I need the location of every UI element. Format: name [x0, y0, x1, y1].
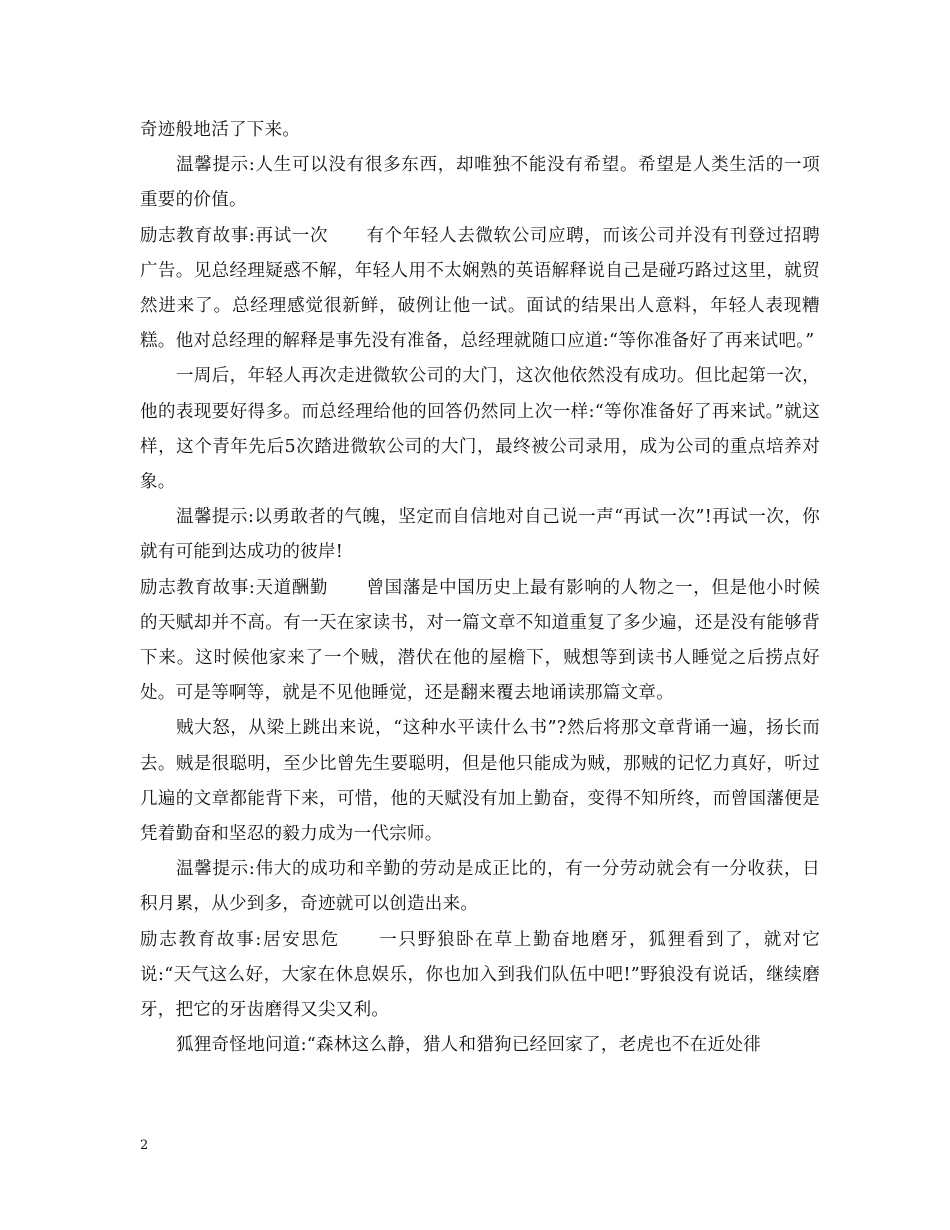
paragraph-5: [140, 500, 820, 570]
paragraph-7: [140, 711, 820, 852]
paragraph-2: [140, 148, 820, 218]
paragraph-10: [140, 1028, 820, 1063]
paragraph-6: [140, 571, 820, 712]
paragraph-text: 一周后，年轻人再次走进微软公司的大门，这次他依然没有成功。但比起第一次，他的表现要好得多。而总经理给他的回答仍然同上次一样:“等你准备好了再来试。”就这样，这个青年先后5次踏进微软公司的大门，最终被公司录用，成为公司的重点培养对象。: [140, 366, 820, 493]
paragraph-4: [140, 359, 820, 500]
paragraph-3: [140, 219, 820, 360]
paragraph-text: 奇迹般地活了下来。: [140, 120, 301, 140]
paragraph-text: 曾国藩是中国历史上最有影响的人物之一，但是他小时候的天赋却并不高。有一天在家读书，对一篇文章不知道重复了多少遍，还是没有能够背下来。这时候他家来了一个贼，潜伏在他的屋檐下，贼想等到读书人睡觉之后捞点好处。可是等啊等，就是不见他睡觉，还是翻来覆去地诵读那篇文章。: [140, 577, 820, 704]
paragraph-8: [140, 852, 820, 922]
paragraph-1: [140, 113, 820, 148]
story-heading: 励志教育故事:居安思危: [140, 929, 340, 950]
story-heading: 励志教育故事:再试一次: [140, 225, 329, 246]
paragraph-text: 温馨提示:以勇敢者的气魄，坚定而自信地对自己说一声“再试一次”!再试一次，你就有可能到达成功的彼岸!: [140, 507, 820, 563]
paragraph-text: 一只野狼卧在草上勤奋地磨牙，狐狸看到了，就对它说:“天气这么好，大家在休息娱乐，你也加入到我们队伍中吧!”野狼没有说话，继续磨牙，把它的牙齿磨得又尖又利。: [140, 929, 820, 1021]
paragraph-text: 有个年轻人去微软公司应聘，而该公司并没有刊登过招聘广告。见总经理疑惑不解，年轻人用不太娴熟的英语解释说自己是碰巧路过这里，就贸然进来了。总经理感觉很新鲜，破例让他一试。面试的结果出人意料，年轻人表现糟糕。他对总经理的解释是事先没有准备，总经理就随口应道:“等你准备好了再来试吧。”: [140, 225, 820, 352]
body-text: [140, 113, 820, 1063]
paragraph-text: 温馨提示:人生可以没有很多东西，却唯独不能没有希望。希望是人类生活的一项重要的价值。: [140, 155, 820, 211]
paragraph-9: [140, 923, 820, 1029]
paragraph-text: 贼大怒，从梁上跳出来说，“这种水平读什么书”?然后将那文章背诵一遍，扬长而去。贼是很聪明，至少比曾先生要聪明，但是他只能成为贼，那贼的记忆力真好，听过几遍的文章都能背下来，可惜，他的天赋没有加上勤奋，变得不知所终，而曾国藩便是凭着勤奋和坚忍的毅力成为一代宗师。: [140, 718, 820, 845]
story-heading: 励志教育故事:天道酬勤: [140, 577, 329, 598]
paragraph-text: 狐狸奇怪地问道:“森林这么静，猎人和猎狗已经回家了，老虎也不在近处徘: [176, 1035, 762, 1056]
page-number: 2: [140, 1138, 149, 1153]
paragraph-text: 温馨提示:伟大的成功和辛勤的劳动是成正比的，有一分劳动就会有一分收获，日积月累，从少到多，奇迹就可以创造出来。: [140, 859, 820, 915]
